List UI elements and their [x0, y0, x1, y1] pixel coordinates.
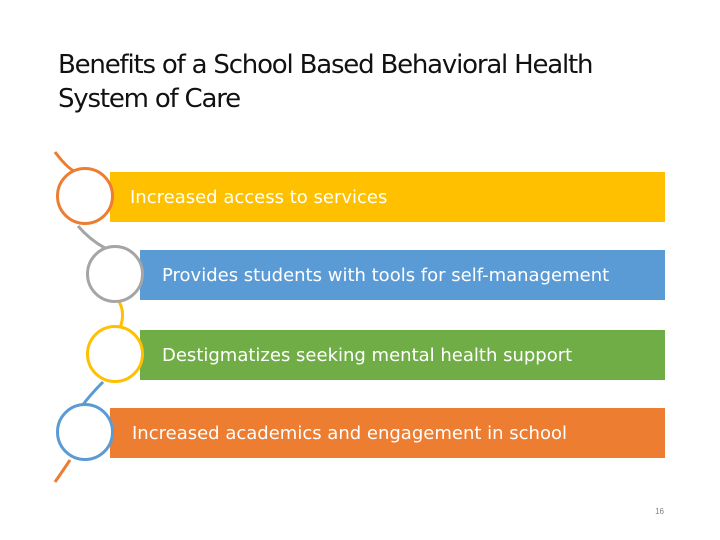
page-number: 16	[655, 507, 664, 516]
benefit-bar-2	[140, 250, 665, 300]
title-line-2: System of Care	[58, 84, 240, 114]
benefit-label-4: Increased academics and engagement in school	[132, 422, 567, 444]
benefit-label-1: Increased access to services	[130, 186, 388, 208]
benefit-bar-1	[110, 172, 665, 222]
arc-segment-2	[78, 226, 105, 248]
bullet-circle-1	[56, 167, 114, 225]
benefit-label-3: Destigmatizes seeking mental health support	[162, 344, 573, 366]
arc-segment-3	[118, 300, 123, 328]
bullet-circle-4	[56, 403, 114, 461]
arc-segment-5	[55, 460, 70, 482]
bullet-circle-2	[86, 245, 144, 303]
title-line-1: Benefits of a School Based Behavioral Health	[58, 50, 593, 80]
slide-title	[58, 48, 678, 116]
benefit-bar-4	[110, 408, 665, 458]
bullet-circle-3	[86, 325, 144, 383]
benefit-label-2: Provides students with tools for self-management	[162, 264, 610, 286]
benefit-bar-3	[140, 330, 665, 380]
